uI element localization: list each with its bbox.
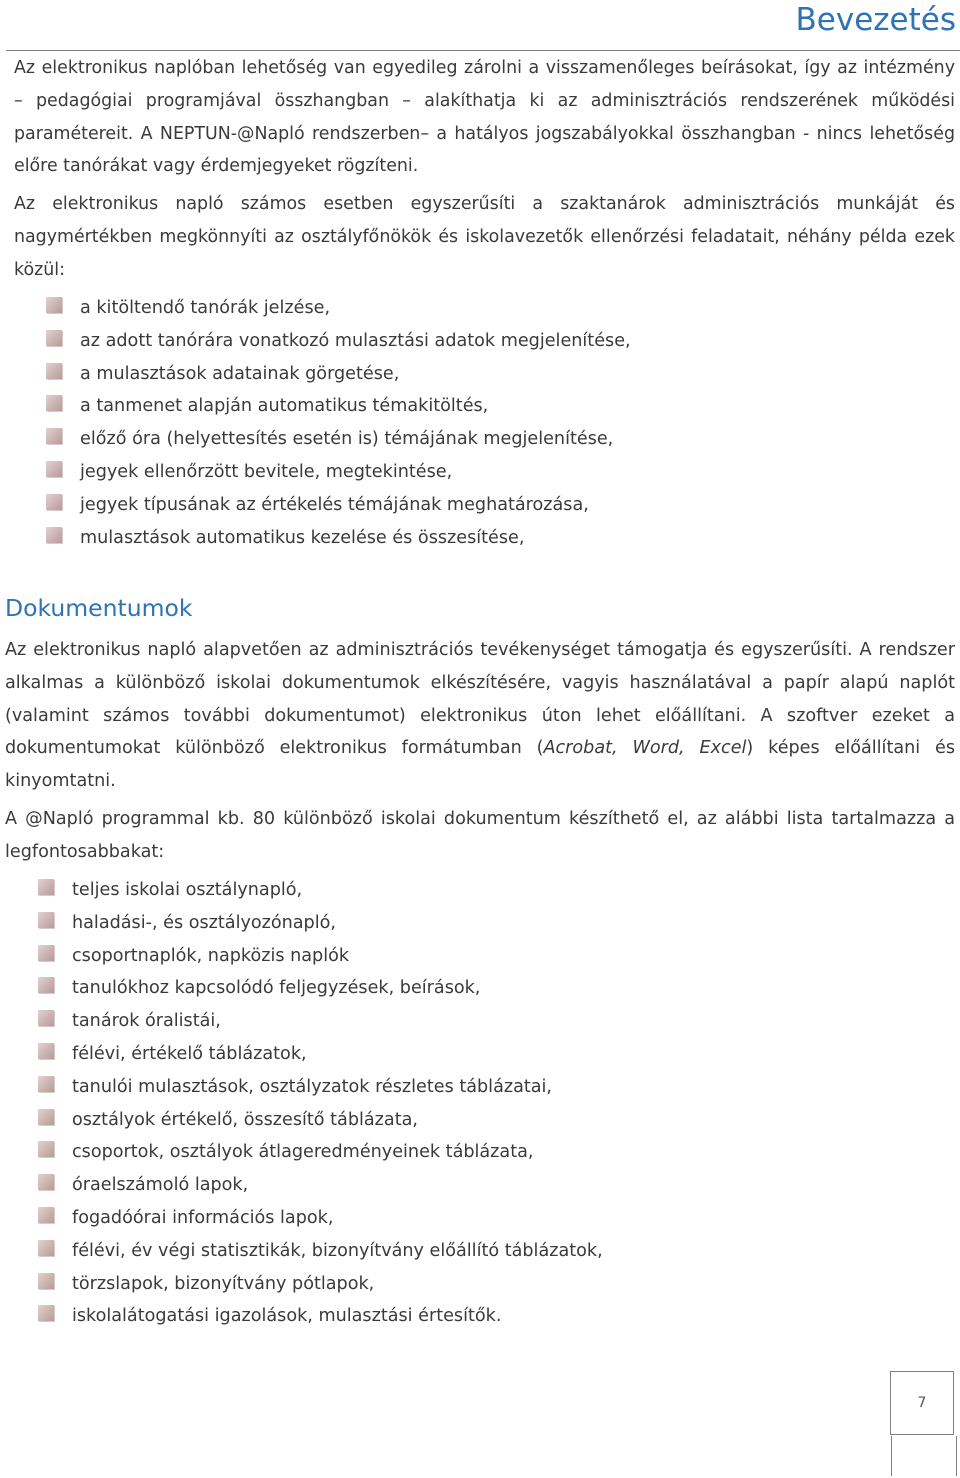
square-bullet-icon	[38, 1141, 54, 1157]
header-divider	[6, 50, 960, 51]
square-bullet-icon	[46, 461, 62, 477]
square-bullet-icon	[38, 1273, 54, 1289]
square-bullet-icon	[46, 395, 62, 411]
square-bullet-icon	[46, 494, 62, 510]
square-bullet-icon	[38, 945, 54, 961]
square-bullet-icon	[46, 428, 62, 444]
square-bullet-icon	[38, 912, 54, 928]
section-title-documents: Dokumentumok	[5, 594, 193, 622]
page-header-title: Bevezetés	[795, 2, 956, 38]
square-bullet-icon	[38, 1207, 54, 1223]
format-word: Word,	[632, 738, 685, 759]
format-acrobat: Acrobat,	[543, 738, 618, 759]
documents-paragraph-2: A @Napló programmal kb. 80 különböző iskolai dokumentum készíthető el, az alábbi lista tartalmazza a legfontosabbakat:	[5, 809, 955, 862]
square-bullet-icon	[46, 330, 62, 346]
square-bullet-icon	[38, 1240, 54, 1256]
square-bullet-icon	[38, 1305, 54, 1321]
square-bullet-icon	[38, 879, 54, 895]
square-bullet-icon	[38, 977, 54, 993]
intro-paragraph-2: Az elektronikus napló számos esetben egyszerűsíti a szaktanárok adminisztrációs munkáját és nagymértékben megkönnyíti az osztályfőnökök és iskolavezetők ellenőrzési feladatait, néhány példa ezek közül:	[14, 194, 955, 280]
square-bullet-icon	[38, 1076, 54, 1092]
square-bullet-icon	[46, 297, 62, 313]
square-bullet-icon	[46, 363, 62, 379]
documents-paragraph-1: Az elektronikus napló alapvetően az adminisztrációs tevékenységet támogatja és egyszerűsíti. A rendszer alkalmas a különböző iskolai dokumentumok elkészítésére, vagyis használatával a papír alapú naplót (valamint számos további dokumentumot) elektronikus úton lehet előállítani. A szoftver ezeket a dokumentumokat különböző elektronikus formátumban (Acrobat, Word, Excel) képes előállítani és kinyomtatni.	[5, 640, 956, 792]
square-bullet-icon	[46, 527, 62, 543]
square-bullet-icon	[38, 1109, 54, 1125]
square-bullet-icon	[38, 1174, 54, 1190]
format-excel: Excel	[699, 738, 747, 759]
square-bullet-icon	[38, 1043, 54, 1059]
square-bullet-icon	[38, 1010, 54, 1026]
page-number: 7	[890, 1371, 954, 1435]
intro-paragraph-1: Az elektronikus naplóban lehetőség van egyedileg zárolni a visszamenőleges beírásokat, így az intézmény – pedagógiai programjával összhangban – alakíthatja ki az adminisztrációs rendszerének működési paramétereit. A NEPTUN-@Napló rendszerben– a hatályos jogszabályokkal összhangban - nincs lehetőség előre tanórákat vagy érdemjegyeket rögzíteni.	[14, 58, 955, 177]
